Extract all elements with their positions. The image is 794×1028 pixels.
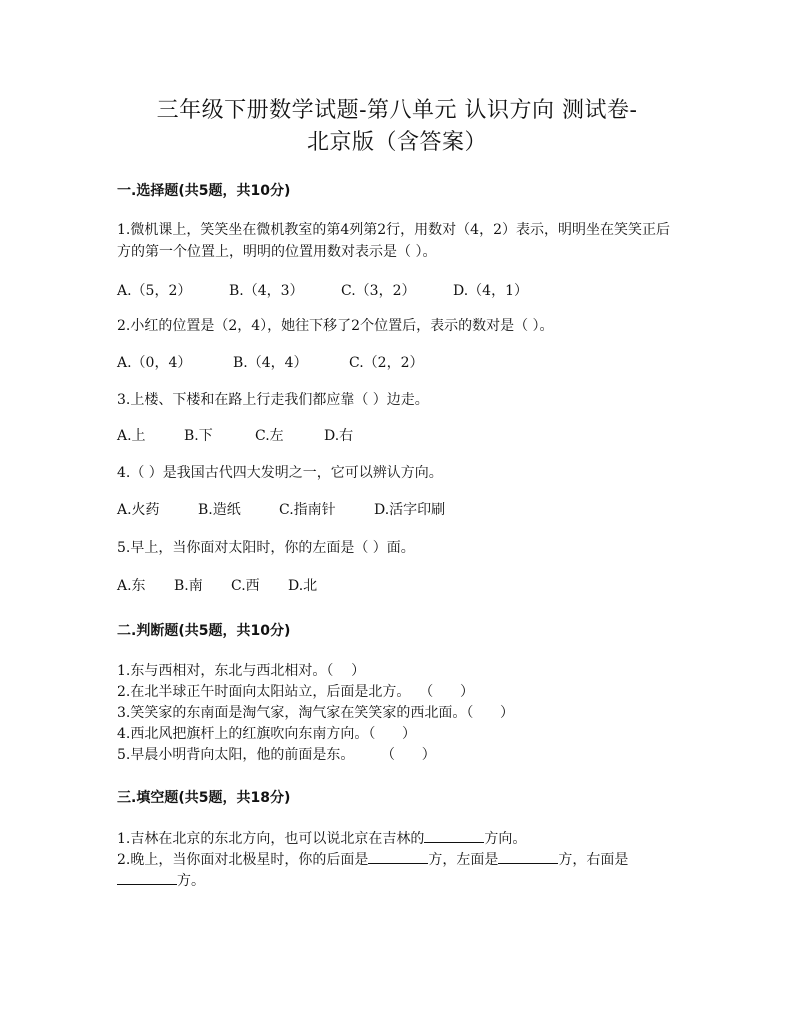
fill-question-2 bbox=[117, 849, 628, 870]
option-d: D.北 bbox=[288, 578, 318, 594]
option-b: B.南 bbox=[174, 578, 203, 594]
judge-item-2: 2.在北半球正午时面向太阳站立，后面是北方。 （ ） bbox=[117, 684, 474, 700]
section-fill-heading: 三.填空题(共5题，共18分) bbox=[117, 790, 291, 806]
choice-question-4-options bbox=[117, 500, 445, 520]
fill-text: 方，左面是 bbox=[428, 852, 499, 868]
page-title-line-2: 北京版（含答案） bbox=[306, 130, 487, 155]
option-c: C.西 bbox=[231, 578, 260, 594]
choice-question-5: 5.早上，当你面对太阳时，你的左面是（ ）面。 bbox=[117, 540, 415, 556]
choice-question-2: 2.小红的位置是（2，4），她往下移了2个位置后，表示的数对是（ ）。 bbox=[117, 318, 554, 334]
answer-blank[interactable] bbox=[424, 828, 484, 843]
answer-blank[interactable] bbox=[498, 849, 558, 864]
option-a: A.火药 bbox=[117, 502, 160, 518]
page-title-line-1: 三年级下册数学试题-第八单元 认识方向 测试卷- bbox=[156, 98, 638, 123]
section-choice-heading: 一.选择题(共5题，共10分) bbox=[117, 183, 291, 199]
option-a: A.上 bbox=[117, 428, 146, 444]
answer-blank[interactable] bbox=[117, 870, 177, 885]
fill-text: 方，右面是 bbox=[558, 852, 629, 868]
choice-question-3-options bbox=[117, 426, 353, 446]
option-c: C.左 bbox=[255, 428, 284, 444]
option-b: B.（4，4） bbox=[233, 355, 308, 371]
choice-question-2-options bbox=[117, 353, 423, 373]
choice-question-1: 1.微机课上，笑笑坐在微机教室的第4列第2行，用数对（4，2）表示，明明坐在笑笑正后方的第一个位置上，明明的位置用数对表示是（ ）。 bbox=[117, 222, 670, 260]
section-judge-heading: 二.判断题(共5题，共10分) bbox=[117, 623, 291, 639]
choice-question-1-options bbox=[117, 281, 528, 301]
fill-question-2-cont bbox=[117, 870, 205, 891]
fill-text: 1.吉林在北京的东北方向，也可以说北京在吉林的 bbox=[117, 831, 425, 847]
option-c: C.指南针 bbox=[279, 502, 336, 518]
judge-item-1: 1.东与西相对，东北与西北相对。（ ） bbox=[117, 663, 366, 679]
fill-text: 方向。 bbox=[484, 831, 527, 847]
judge-item-4: 4.西北风把旗杆上的红旗吹向东南方向。（ ） bbox=[117, 726, 417, 742]
option-b: B.造纸 bbox=[198, 502, 241, 518]
fill-question-1 bbox=[117, 828, 526, 849]
choice-question-3: 3.上楼、下楼和在路上行走我们都应靠（ ）边走。 bbox=[117, 392, 429, 408]
option-c: C.（2，2） bbox=[349, 355, 424, 371]
option-a: A.（5，2） bbox=[117, 283, 192, 299]
option-d: D.右 bbox=[324, 428, 354, 444]
judge-item-3: 3.笑笑家的东南面是淘气家，淘气家在笑笑家的西北面。（ ） bbox=[117, 705, 515, 721]
fill-text: 方。 bbox=[177, 873, 205, 889]
answer-blank[interactable] bbox=[368, 849, 428, 864]
fill-text: 2.晚上，当你面对北极星时，你的后面是 bbox=[117, 852, 369, 868]
option-b: B.下 bbox=[184, 428, 213, 444]
judge-item-5: 5.早晨小明背向太阳，他的前面是东。 （ ） bbox=[117, 747, 436, 763]
choice-question-5-options bbox=[117, 576, 317, 596]
choice-question-4: 4.（ ）是我国古代四大发明之一，它可以辨认方向。 bbox=[117, 465, 443, 481]
option-a: A.（0，4） bbox=[117, 355, 192, 371]
option-a: A.东 bbox=[117, 578, 146, 594]
option-c: C.（3，2） bbox=[341, 283, 416, 299]
option-d: D.活字印刷 bbox=[374, 502, 446, 518]
option-d: D.（4，1） bbox=[453, 283, 528, 299]
option-b: B.（4，3） bbox=[229, 283, 304, 299]
